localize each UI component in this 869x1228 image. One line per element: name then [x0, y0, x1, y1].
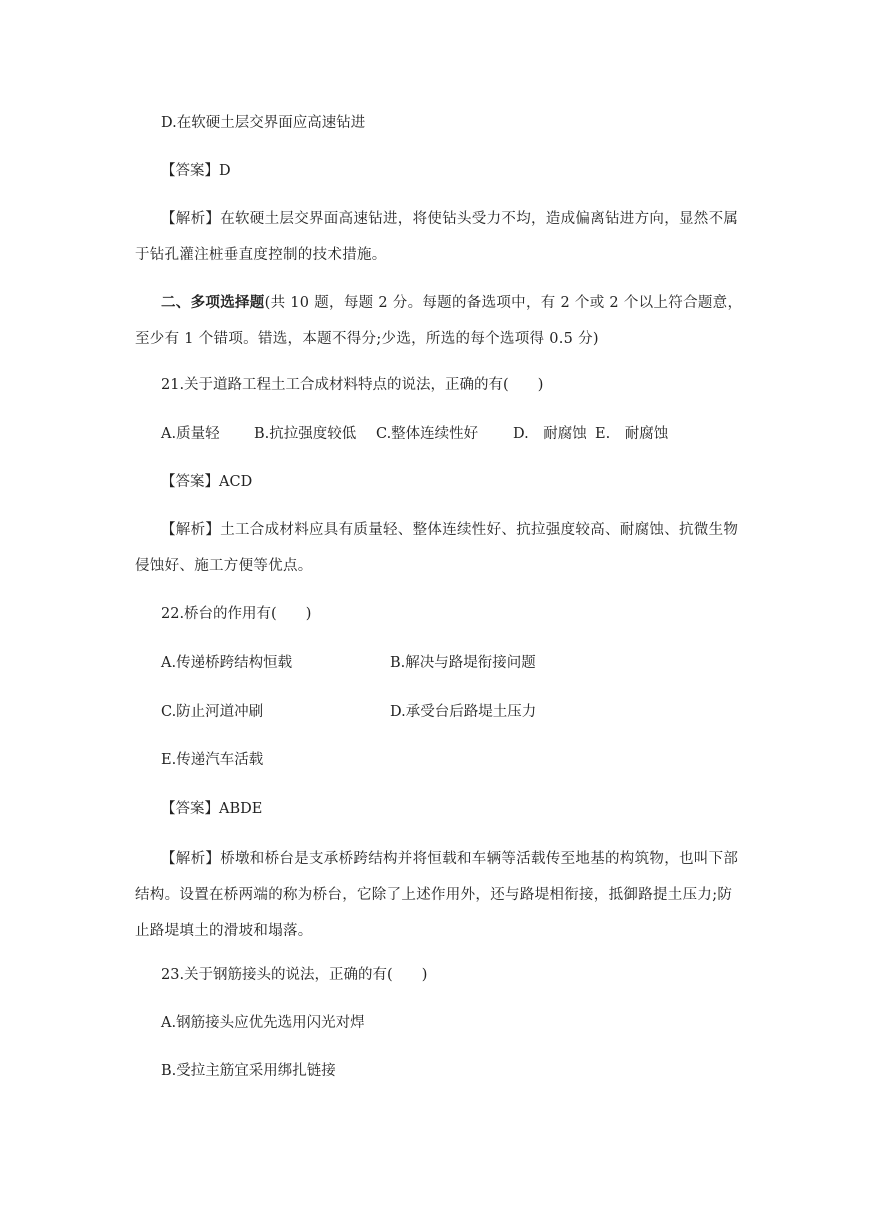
answer-value: D — [219, 163, 231, 179]
q21-answer — [161, 472, 252, 492]
q22-option-e: E.传递汽车活载 — [161, 752, 264, 768]
q22-options-row-2 — [161, 702, 536, 722]
answer-label: 【答案】 — [161, 163, 219, 179]
q20-answer — [161, 161, 231, 181]
q22-option-a: A.传递桥跨结构恒载 — [161, 655, 293, 671]
q22-option-c: C.防止河道冲刷 — [161, 704, 264, 720]
analysis-text: 在软硬土层交界面高速钻进，将使钻头受力不均，造成偏离钻进方向，显然不属于钻孔灌注桩垂直度控制的技术措施。 — [135, 211, 739, 263]
q21-option-a: A.质量轻 — [161, 426, 220, 442]
answer-label: 【答案】 — [161, 801, 219, 817]
section-title: 二、多项选择题 — [161, 294, 265, 311]
q21-option-e: E. 耐腐蚀 — [595, 426, 669, 442]
q20-analysis — [135, 201, 745, 273]
q21-option-b: B.抗拉强度较低 — [254, 426, 357, 442]
q22-option-b: B.解决与路堤衔接问题 — [390, 655, 536, 671]
q23-stem: 23.关于钢筋接头的说法，正确的有( ) — [161, 967, 428, 983]
analysis-label: 【解析】 — [161, 522, 221, 538]
q23-option-b: B.受拉主筋宜采用绑扎链接 — [161, 1063, 336, 1079]
q21-stem: 21.关于道路工程土工合成材料特点的说法，正确的有( ) — [161, 377, 544, 393]
q23-option-a: A.钢筋接头应优先选用闪光对焊 — [161, 1015, 365, 1031]
q21-analysis — [135, 512, 745, 584]
analysis-label: 【解析】 — [161, 851, 221, 867]
q21-option-c: C.整体连续性好 — [376, 426, 479, 442]
q22-answer — [161, 799, 262, 819]
answer-value: ABDE — [219, 801, 263, 817]
section-heading — [135, 285, 745, 357]
answer-label: 【答案】 — [161, 474, 219, 490]
q21-options — [161, 424, 668, 444]
q20-option-d: D.在软硬土层交界面应高速钻进 — [161, 115, 366, 131]
analysis-text: 桥墩和桥台是支承桥跨结构并将恒载和车辆等活载传至地基的构筑物，也叫下部结构。设置在桥两端的称为桥台，它除了上述作用外，还与路堤相衔接，抵御路提土压力;防止路堤填土的滑坡和塌落。 — [135, 851, 739, 939]
q22-options-row-1 — [161, 653, 536, 673]
analysis-text: 土工合成材料应具有质量轻、整体连续性好、抗拉强度较高、耐腐蚀、抗微生物侵蚀好、施工方便等优点。 — [135, 522, 739, 574]
q22-option-d: D.承受台后路堤土压力 — [390, 704, 537, 720]
q22-analysis — [135, 841, 745, 949]
q22-stem: 22.桥台的作用有( ) — [161, 606, 312, 622]
q21-option-d: D. 耐腐蚀 — [513, 426, 587, 442]
section-description: (共 10 题，每题 2 分。每题的备选项中，有 2 个或 2 个以上符合题意，至少有 1 个错项。错选，本题不得分;少选，所选的每个选项得 0.5 分) — [135, 295, 743, 347]
answer-value: ACD — [219, 474, 253, 490]
analysis-label: 【解析】 — [161, 211, 221, 227]
